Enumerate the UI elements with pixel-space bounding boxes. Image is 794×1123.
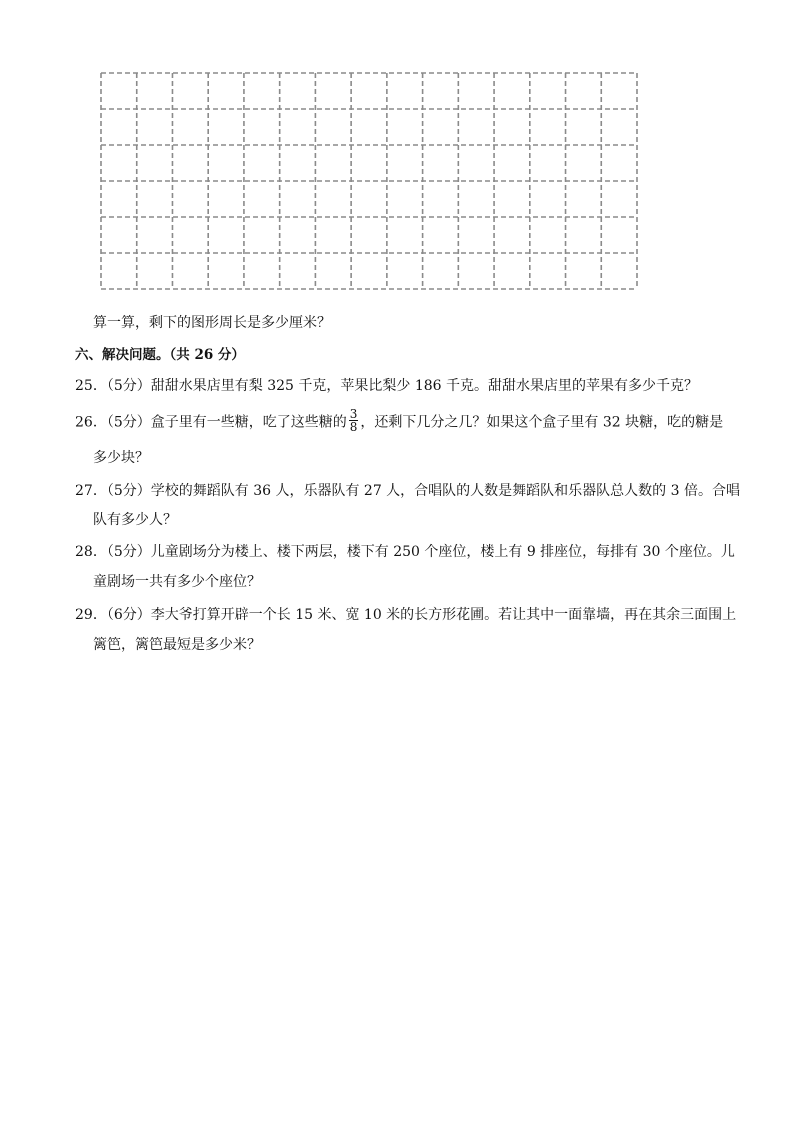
question-26 (75, 407, 724, 435)
question-score: （5分） (106, 544, 151, 560)
question-25 (75, 376, 698, 396)
fraction-numerator: 3 (349, 407, 358, 421)
question-score: （5分） (106, 414, 151, 431)
grid-caption: 算一算，剩下的图形周长是多少厘米？ (93, 315, 331, 331)
question-text: 盒子里有一些糖，吃了这些糖的 (150, 414, 347, 431)
question-28 (75, 542, 735, 562)
question-29 (75, 605, 736, 625)
question-26-cont: 多少块？ (93, 450, 149, 466)
question-number: 28． (75, 544, 107, 560)
question-text: 学校的舞蹈队有 36 人，乐器队有 27 人，合唱队的人数是舞蹈队和乐器队总人数的 3 倍。合唱 (150, 483, 740, 499)
question-27 (75, 481, 740, 501)
question-text: 甜甜水果店里有梨 325 千克，苹果比梨少 186 千克。甜甜水果店里的苹果有多少千克？ (150, 378, 698, 394)
question-28-cont: 童剧场一共有多少个座位？ (93, 574, 261, 590)
section-title: 六、解决问题。（共 26 分） (75, 347, 245, 363)
question-number: 26． (75, 414, 107, 431)
dashed-square-grid (100, 72, 638, 290)
question-text: 李大爷打算开辟一个长 15 米、宽 10 米的长方形花圃。若让其中一面靠墙，再在其余三面围上 (150, 607, 737, 623)
question-score: （6分） (106, 607, 151, 623)
question-score: （5分） (106, 378, 151, 394)
question-29-cont: 篱笆，篱笆最短是多少米？ (93, 637, 261, 653)
question-27-cont: 队有多少人？ (93, 512, 177, 528)
question-text: 儿童剧场分为楼上、楼下两层，楼下有 250 个座位，楼上有 9 排座位，每排有 30 个座位。儿 (150, 544, 735, 560)
question-text-after: ，还剩下几分之几？如果这个盒子里有 32 块糖，吃的糖是 (360, 414, 724, 431)
fraction (349, 408, 359, 433)
fraction-denominator: 8 (349, 420, 358, 434)
question-number: 27． (75, 483, 107, 499)
grid-lines (100, 72, 638, 290)
question-number: 29． (75, 607, 107, 623)
question-score: （5分） (106, 483, 151, 499)
question-number: 25． (75, 378, 107, 394)
